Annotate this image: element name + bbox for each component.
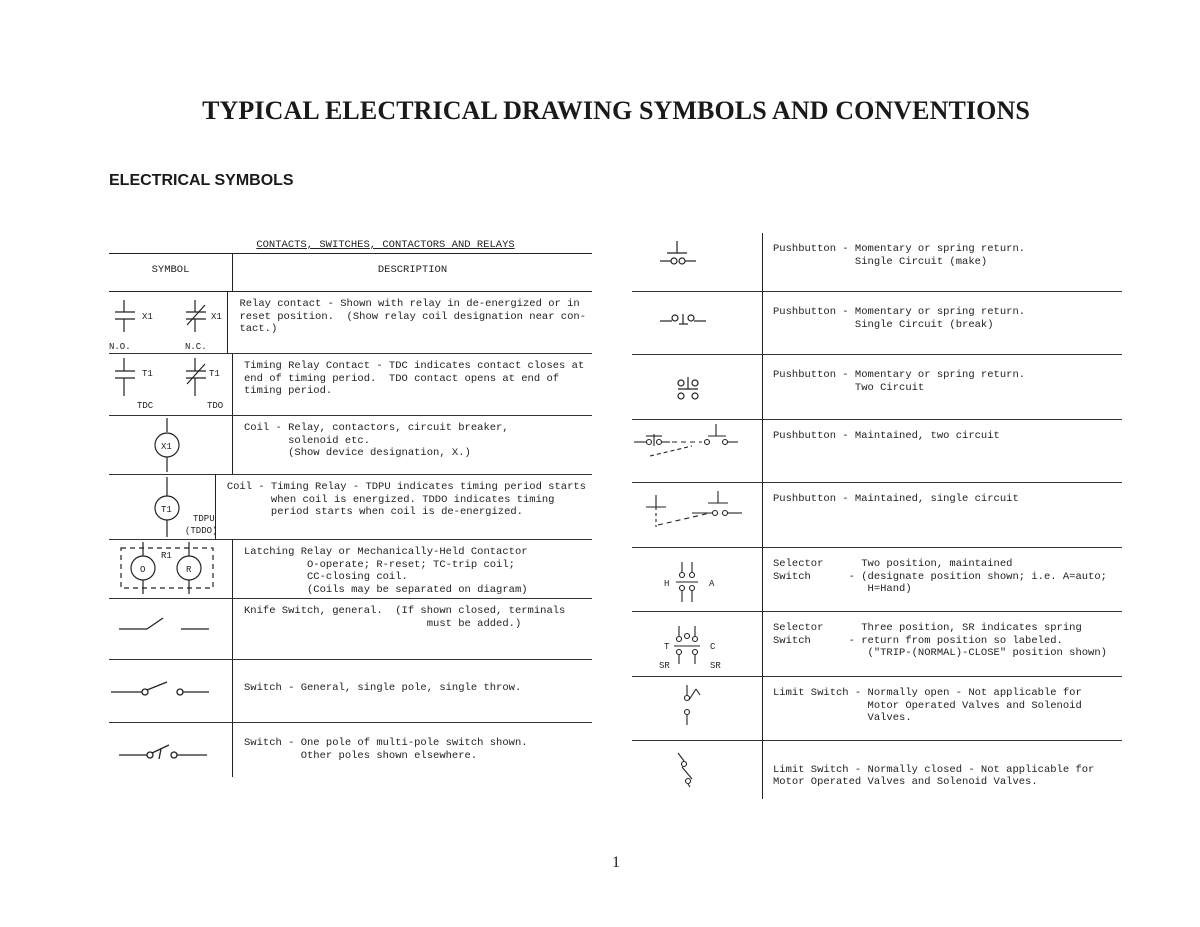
table-row [632, 612, 1122, 677]
row-description: Switch - General, single pole, single throw. [244, 682, 522, 694]
limit-switch-nc-symbol [632, 741, 763, 799]
limit-switch-no-symbol [632, 677, 763, 740]
table-row [632, 483, 1122, 548]
table-caption: CONTACTS, SWITCHES, CONTACTORS AND RELAYS [256, 239, 515, 251]
table-row [632, 233, 1122, 292]
table-row [632, 677, 1122, 741]
row-description: Pushbutton - Maintained, two circuit [773, 430, 1000, 442]
table-row [109, 540, 592, 599]
row-description: Selector Two position, maintained Switch - (designate position shown; i.e. A=auto; H=Hand) [773, 558, 1107, 595]
symbol-label: T1 [161, 505, 172, 515]
symbol-label: N.O. [109, 342, 131, 352]
relay-contact-symbol [109, 292, 228, 353]
table-header [109, 253, 592, 292]
symbol-label: (TDDO) [185, 526, 218, 536]
pushbutton-maintained-two-symbol [632, 420, 763, 482]
symbol-label: T [664, 642, 670, 652]
symbol-label: TDPU [193, 514, 215, 524]
row-description: Limit Switch - Normally closed - Not applicable for Motor Operated Valves and Solenoid Valves. [773, 763, 1095, 788]
symbol-label: R1 [161, 551, 172, 561]
multipole-switch-symbol [109, 723, 233, 777]
pushbutton-make-symbol [632, 233, 763, 291]
symbol-label: X1 [142, 312, 153, 322]
row-description: Latching Relay or Mechanically-Held Contactor O-operate; R-reset; TC-trip coil; CC-closing coil. (Coils may be separated on diagram) [244, 546, 528, 596]
symbol-header: SYMBOL [109, 254, 233, 291]
symbol-label: SR [659, 661, 670, 671]
table-row [632, 420, 1122, 483]
selector-two-position-symbol [632, 548, 763, 611]
row-description: Pushbutton - Momentary or spring return. Single Circuit (make) [773, 243, 1026, 268]
coil-symbol [109, 416, 233, 474]
page-number: 1 [612, 854, 620, 871]
symbol-label: SR [710, 661, 721, 671]
table-row [109, 660, 592, 723]
table-row [632, 548, 1122, 612]
table-row [109, 354, 592, 416]
symbol-label: TDO [207, 401, 224, 411]
description-header: DESCRIPTION [377, 264, 448, 276]
table-row [109, 599, 592, 660]
spst-switch-symbol [109, 660, 233, 722]
table-row [109, 723, 592, 777]
row-description: Coil - Relay, contactors, circuit breaker, solenoid etc. (Show device designation, X.) [244, 422, 509, 459]
symbol-label: T1 [209, 369, 220, 379]
latching-relay-symbol [109, 540, 233, 598]
symbol-label: T1 [142, 369, 153, 379]
table-row [109, 416, 592, 475]
timing-contact-symbol [109, 354, 233, 415]
pushbutton-two-circuit-symbol [632, 355, 763, 419]
row-description: Selector Three position, SR indicates spring Switch - return from position so labeled. ("TRIP-(NORMAL)-CLOSE" position shown) [773, 622, 1107, 659]
row-description: Timing Relay Contact - TDC indicates contact closes at end of timing period. TDO contact opens at end of timing period. [244, 360, 585, 397]
page-title: TYPICAL ELECTRICAL DRAWING SYMBOLS AND CONVENTIONS [202, 96, 1030, 125]
row-description: Pushbutton - Momentary or spring return. Single Circuit (break) [773, 306, 1026, 331]
table-row [632, 741, 1122, 799]
pushbutton-break-symbol [632, 292, 763, 354]
symbol-label: R [186, 565, 192, 575]
symbol-label: X1 [211, 312, 222, 322]
row-description: Knife Switch, general. (If shown closed, terminals must be added.) [244, 605, 566, 630]
section-heading: ELECTRICAL SYMBOLS [109, 172, 294, 189]
symbol-label: TDC [137, 401, 154, 411]
symbol-label: X1 [161, 442, 172, 452]
symbol-label: O [140, 565, 146, 575]
table-row [632, 292, 1122, 355]
contacts-table [109, 239, 592, 777]
symbol-label: C [710, 642, 716, 652]
table-row [109, 475, 592, 540]
row-description: Relay contact - Shown with relay in de-energized or in reset position. (Show relay coil designation near con- tact.) [239, 298, 586, 335]
timing-coil-symbol [109, 475, 216, 539]
table-row [632, 355, 1122, 420]
table-row [109, 292, 592, 354]
pushbutton-table [632, 233, 1122, 799]
selector-three-position-symbol [632, 612, 763, 676]
pushbutton-maintained-single-symbol [632, 483, 763, 547]
symbol-label: H [664, 579, 670, 589]
row-description: Coil - Timing Relay - TDPU indicates timing period starts when coil is energized. TDDO indicates timing period starts when coil is de-energized. [226, 481, 586, 518]
row-description: Limit Switch - Normally open - Not applicable for Motor Operated Valves and Solenoid Valves. [773, 687, 1082, 724]
row-description: Pushbutton - Momentary or spring return. Two Circuit [773, 369, 1026, 394]
symbol-label: A [709, 579, 715, 589]
knife-switch-symbol [109, 599, 233, 659]
symbol-label: N.C. [185, 342, 207, 352]
row-description: Switch - One pole of multi-pole switch shown. Other poles shown elsewhere. [244, 737, 528, 762]
row-description: Pushbutton - Maintained, single circuit [773, 493, 1019, 505]
